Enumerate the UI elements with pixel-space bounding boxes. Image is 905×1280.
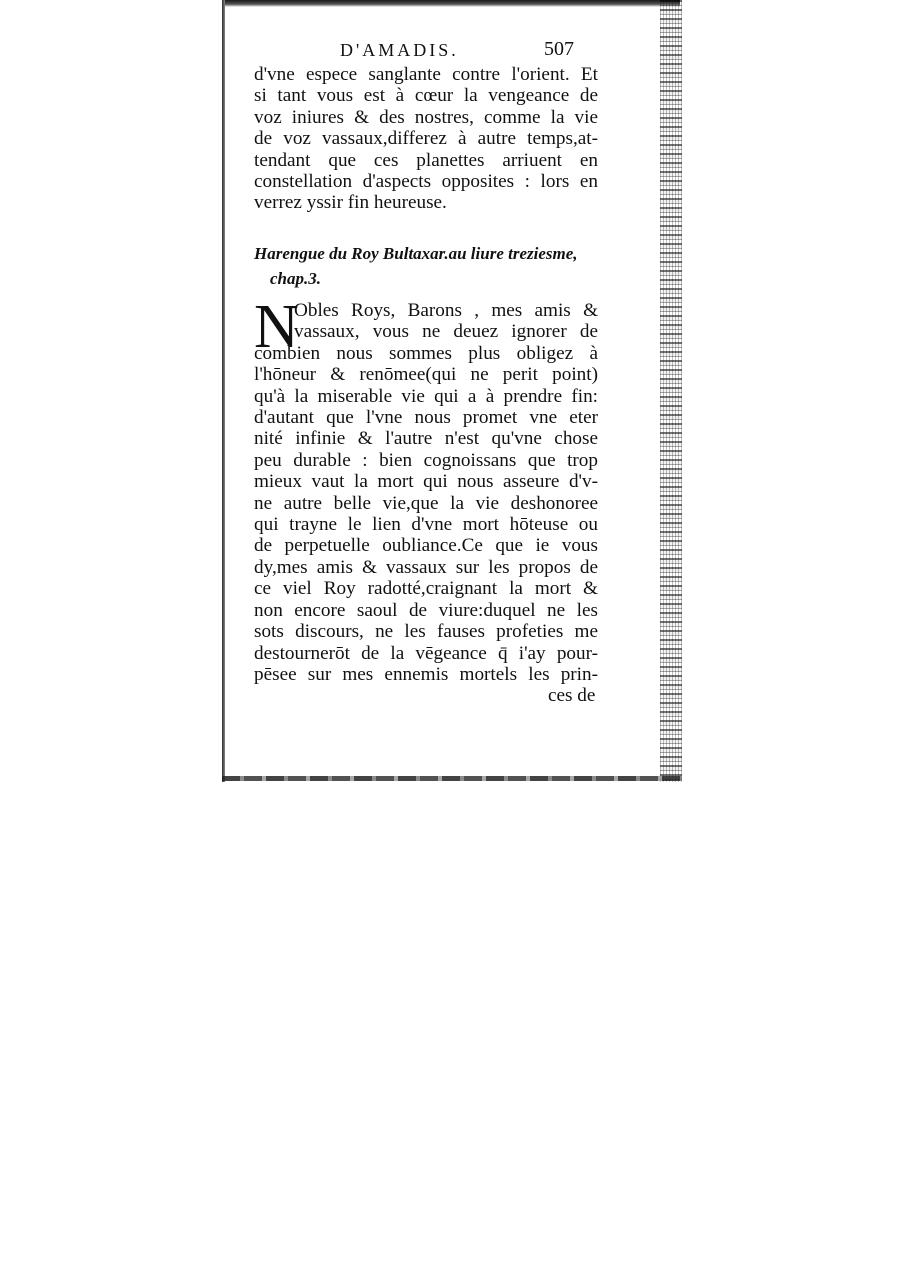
- scan-edge-top: [222, 0, 680, 7]
- text-line: constellation d'aspects opposites : lors en: [254, 171, 598, 193]
- text-line: pēsee sur mes ennemis mortels les prin-: [254, 663, 598, 685]
- text-line: d'autant que l'vne nous promet vne eter: [254, 407, 598, 429]
- running-head: D'AMADIS.: [340, 40, 459, 60]
- text-line: qui trayne le lien d'vne mort hōteuse ou: [254, 514, 598, 536]
- text-line: de perpetuelle oubliance.Ce que ie vous: [254, 535, 598, 557]
- scan-edge-bottom: [222, 776, 682, 781]
- text-line: nité infinie & l'autre n'est qu'vne chose: [254, 428, 598, 450]
- page-number: 507: [544, 38, 574, 60]
- text-line: tendant que ces planettes arriuent en: [254, 149, 598, 171]
- text-line: voz iniures & des nostres, comme la vie: [254, 106, 598, 128]
- heading-chapter: chap.3.: [270, 269, 321, 288]
- text-line: mieux vaut la mort qui nous asseure d'v-: [254, 471, 598, 493]
- text-line: destournerōt de la vēgeance q̄ i'ay pour-: [254, 642, 598, 664]
- text-line: ne autre belle vie,que la vie deshonoree: [254, 492, 598, 514]
- heading-line: Harengue du Roy Bultaxar.au liure treziesme,: [254, 244, 578, 263]
- text-line: ce viel Roy radotté,craignant la mort &: [254, 578, 598, 600]
- text-line: combien nous sommes plus obligez à: [254, 342, 598, 364]
- text-line: dy,mes amis & vassaux sur les propos de: [254, 556, 598, 578]
- paragraph-1: [254, 64, 598, 214]
- page-edge-stack: [660, 0, 682, 782]
- text-line-last: verrez yssir fin heureuse.: [254, 192, 447, 214]
- paragraph-2: [254, 300, 598, 685]
- text-line: peu durable : bien cognoissans que trop: [254, 449, 598, 471]
- text-line: Obles Roys, Barons , mes amis &: [294, 300, 598, 321]
- drop-capital: N: [254, 293, 299, 361]
- text-line: si tant vous est à cœur la vengeance de: [254, 85, 598, 107]
- text-line: d'vne espece sanglante contre l'orient. Et: [254, 64, 598, 85]
- text-line: de voz vassaux,differez à autre temps,at-: [254, 128, 598, 150]
- text-line: qu'à la miserable vie qui a à prendre fin:: [254, 385, 598, 407]
- section-heading: [254, 241, 578, 291]
- text-line: sots discours, ne les fauses profeties me: [254, 621, 598, 643]
- scan-edge-left: [222, 0, 225, 782]
- text-line: non encore saoul de viure:duquel ne les: [254, 599, 598, 621]
- catchword: ces de: [548, 685, 596, 706]
- text-line: vassaux, vous ne deuez ignorer de: [294, 321, 598, 343]
- text-line: l'hōneur & renōmee(qui ne perit point): [254, 364, 598, 386]
